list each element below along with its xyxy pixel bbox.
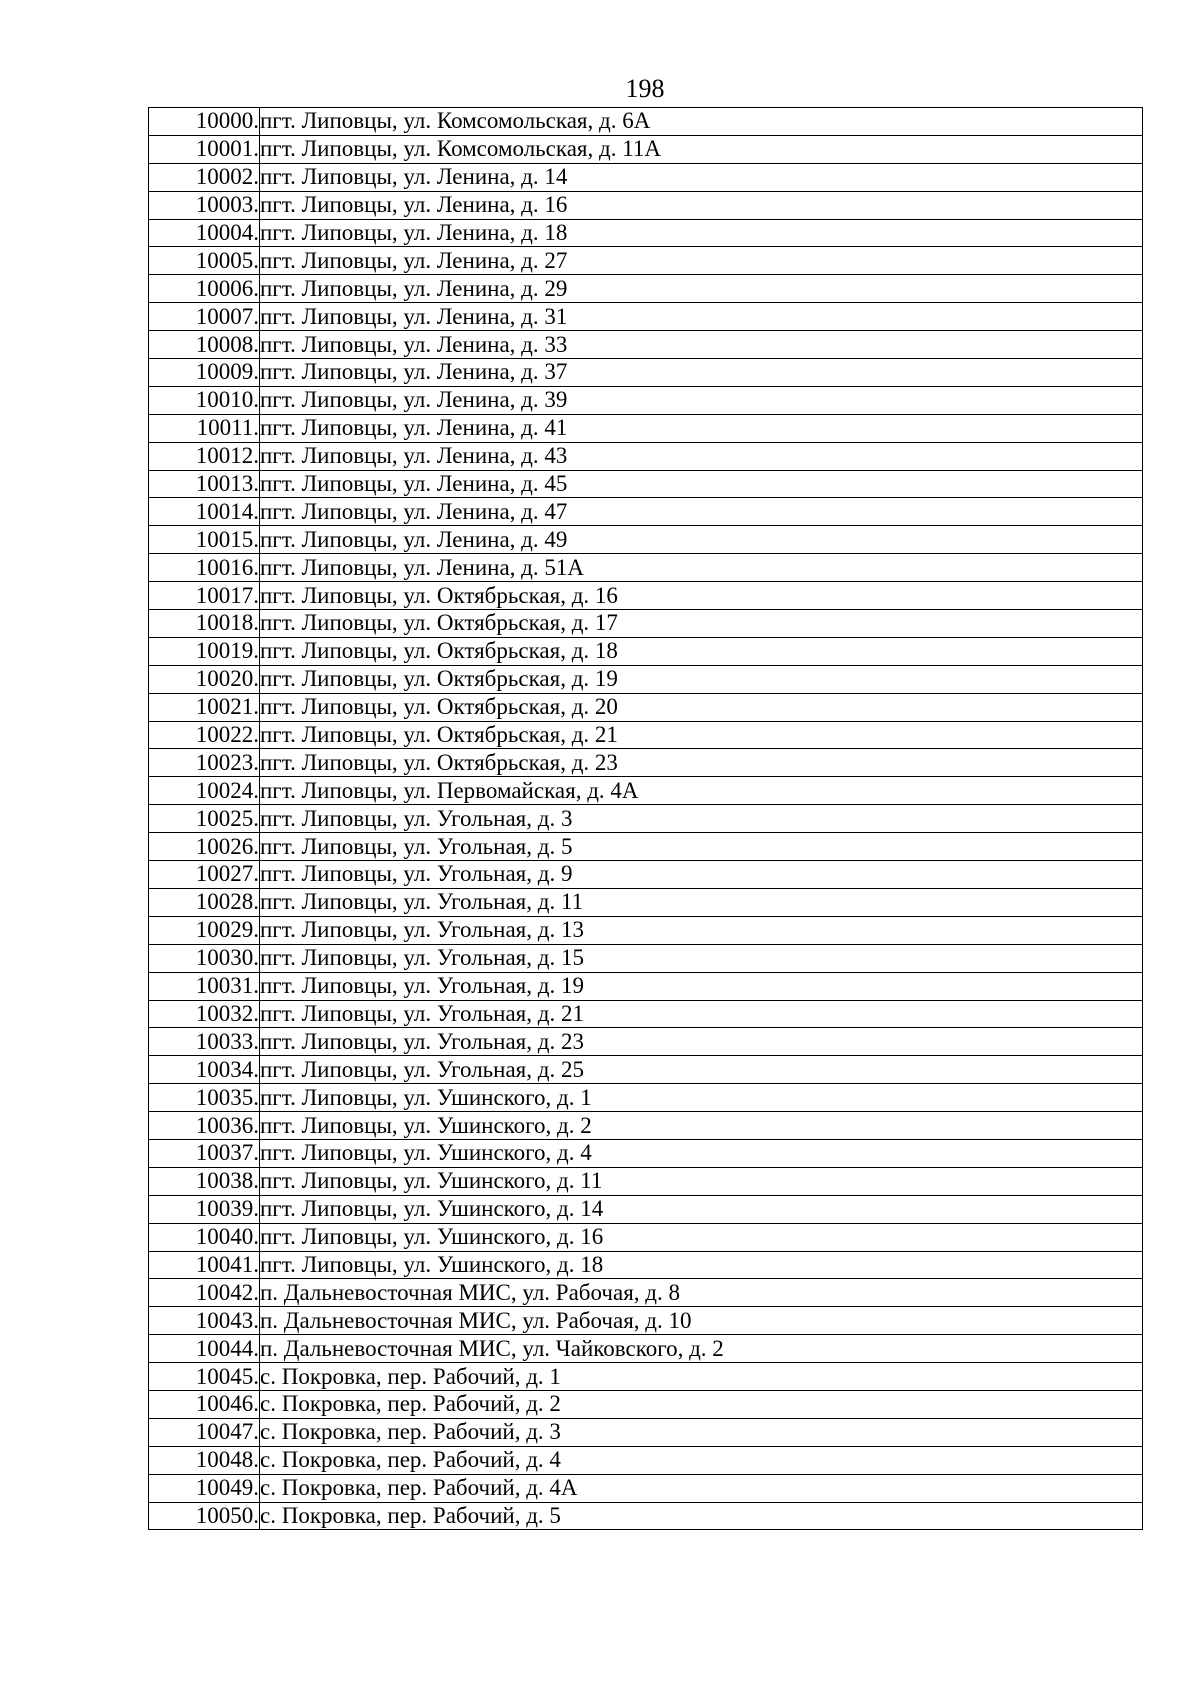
table-row (149, 1363, 1143, 1391)
table-row (149, 833, 1143, 861)
address-cell: пгт. Липовцы, ул. Ушинского, д. 14 (260, 1195, 1143, 1223)
row-number-cell: 10027. (149, 861, 260, 889)
row-number-cell: 10017. (149, 582, 260, 610)
row-number-cell: 10008. (149, 331, 260, 359)
address-cell: пгт. Липовцы, ул. Ленина, д. 18 (260, 219, 1143, 247)
row-number-cell: 10033. (149, 1028, 260, 1056)
row-number-cell: 10048. (149, 1446, 260, 1474)
table-row (149, 944, 1143, 972)
row-number-cell: 10025. (149, 805, 260, 833)
address-cell: пгт. Липовцы, ул. Первомайская, д. 4А (260, 777, 1143, 805)
table-row (149, 526, 1143, 554)
row-number-cell: 10021. (149, 693, 260, 721)
address-cell: пгт. Липовцы, ул. Ленина, д. 49 (260, 526, 1143, 554)
table-row (149, 1446, 1143, 1474)
address-cell: пгт. Липовцы, ул. Октябрьская, д. 20 (260, 693, 1143, 721)
table-row (149, 498, 1143, 526)
row-number-cell: 10018. (149, 610, 260, 638)
table-row (149, 1418, 1143, 1446)
address-cell: пгт. Липовцы, ул. Угольная, д. 11 (260, 888, 1143, 916)
address-cell: пгт. Липовцы, ул. Октябрьская, д. 18 (260, 637, 1143, 665)
row-number-cell: 10023. (149, 749, 260, 777)
address-cell: с. Покровка, пер. Рабочий, д. 1 (260, 1363, 1143, 1391)
row-number-cell: 10035. (149, 1084, 260, 1112)
table-row (149, 721, 1143, 749)
table-row (149, 135, 1143, 163)
table-row (149, 1307, 1143, 1335)
row-number-cell: 10007. (149, 303, 260, 331)
table-row (149, 1390, 1143, 1418)
row-number-cell: 10011. (149, 414, 260, 442)
table-row (149, 331, 1143, 359)
table-row (149, 888, 1143, 916)
row-number-cell: 10036. (149, 1112, 260, 1140)
address-cell: с. Покровка, пер. Рабочий, д. 5 (260, 1502, 1143, 1530)
address-table-body (149, 108, 1143, 1530)
address-cell: пгт. Липовцы, ул. Октябрьская, д. 19 (260, 665, 1143, 693)
table-row (149, 442, 1143, 470)
row-number-cell: 10014. (149, 498, 260, 526)
row-number-cell: 10050. (149, 1502, 260, 1530)
table-row (149, 805, 1143, 833)
row-number-cell: 10046. (149, 1390, 260, 1418)
row-number-cell: 10032. (149, 1000, 260, 1028)
address-cell: пгт. Липовцы, ул. Ушинского, д. 1 (260, 1084, 1143, 1112)
row-number-cell: 10005. (149, 247, 260, 275)
address-cell: пгт. Липовцы, ул. Ушинского, д. 16 (260, 1223, 1143, 1251)
address-cell: пгт. Липовцы, ул. Ушинского, д. 11 (260, 1167, 1143, 1195)
row-number-cell: 10006. (149, 275, 260, 303)
table-row (149, 163, 1143, 191)
table-row (149, 1502, 1143, 1530)
table-row (149, 972, 1143, 1000)
table-row (149, 1000, 1143, 1028)
row-number-cell: 10004. (149, 219, 260, 247)
row-number-cell: 10044. (149, 1335, 260, 1363)
address-cell: пгт. Липовцы, ул. Октябрьская, д. 16 (260, 582, 1143, 610)
row-number-cell: 10039. (149, 1195, 260, 1223)
table-row (149, 1139, 1143, 1167)
address-cell: с. Покровка, пер. Рабочий, д. 4 (260, 1446, 1143, 1474)
table-row (149, 1335, 1143, 1363)
address-cell: пгт. Липовцы, ул. Ушинского, д. 2 (260, 1112, 1143, 1140)
address-cell: п. Дальневосточная МИС, ул. Чайковского, д. 2 (260, 1335, 1143, 1363)
address-cell: пгт. Липовцы, ул. Угольная, д. 9 (260, 861, 1143, 889)
address-cell: п. Дальневосточная МИС, ул. Рабочая, д. 10 (260, 1307, 1143, 1335)
row-number-cell: 10028. (149, 888, 260, 916)
address-cell: с. Покровка, пер. Рабочий, д. 3 (260, 1418, 1143, 1446)
row-number-cell: 10019. (149, 637, 260, 665)
table-row (149, 1279, 1143, 1307)
table-row (149, 191, 1143, 219)
row-number-cell: 10009. (149, 359, 260, 387)
table-row (149, 582, 1143, 610)
table-row (149, 1251, 1143, 1279)
row-number-cell: 10043. (149, 1307, 260, 1335)
address-cell: пгт. Липовцы, ул. Угольная, д. 3 (260, 805, 1143, 833)
table-row (149, 414, 1143, 442)
address-cell: с. Покровка, пер. Рабочий, д. 2 (260, 1390, 1143, 1418)
table-row (149, 247, 1143, 275)
table-row (149, 1084, 1143, 1112)
address-cell: пгт. Липовцы, ул. Угольная, д. 5 (260, 833, 1143, 861)
row-number-cell: 10030. (149, 944, 260, 972)
table-row (149, 1056, 1143, 1084)
address-cell: пгт. Липовцы, ул. Ушинского, д. 18 (260, 1251, 1143, 1279)
row-number-cell: 10020. (149, 665, 260, 693)
table-row (149, 1167, 1143, 1195)
address-cell: пгт. Липовцы, ул. Ленина, д. 31 (260, 303, 1143, 331)
address-cell: пгт. Липовцы, ул. Ленина, д. 43 (260, 442, 1143, 470)
address-cell: пгт. Липовцы, ул. Комсомольская, д. 6А (260, 108, 1143, 136)
address-cell: пгт. Липовцы, ул. Ленина, д. 51А (260, 554, 1143, 582)
address-cell: пгт. Липовцы, ул. Ленина, д. 14 (260, 163, 1143, 191)
table-row (149, 1474, 1143, 1502)
row-number-cell: 10010. (149, 386, 260, 414)
table-row (149, 1028, 1143, 1056)
page-number: 198 (625, 74, 665, 103)
row-number-cell: 10047. (149, 1418, 260, 1446)
row-number-cell: 10013. (149, 470, 260, 498)
row-number-cell: 10024. (149, 777, 260, 805)
address-cell: пгт. Липовцы, ул. Угольная, д. 19 (260, 972, 1143, 1000)
table-row (149, 470, 1143, 498)
address-cell: пгт. Липовцы, ул. Ленина, д. 29 (260, 275, 1143, 303)
row-number-cell: 10049. (149, 1474, 260, 1502)
table-row (149, 916, 1143, 944)
row-number-cell: 10037. (149, 1139, 260, 1167)
row-number-cell: 10002. (149, 163, 260, 191)
table-row (149, 637, 1143, 665)
table-row (149, 1223, 1143, 1251)
address-cell: пгт. Липовцы, ул. Угольная, д. 25 (260, 1056, 1143, 1084)
address-cell: пгт. Липовцы, ул. Ленина, д. 47 (260, 498, 1143, 526)
table-row (149, 108, 1143, 136)
table-row (149, 554, 1143, 582)
table-row (149, 219, 1143, 247)
address-cell: пгт. Липовцы, ул. Угольная, д. 13 (260, 916, 1143, 944)
row-number-cell: 10016. (149, 554, 260, 582)
address-cell: п. Дальневосточная МИС, ул. Рабочая, д. 8 (260, 1279, 1143, 1307)
row-number-cell: 10000. (149, 108, 260, 136)
row-number-cell: 10045. (149, 1363, 260, 1391)
table-row (149, 665, 1143, 693)
address-cell: пгт. Липовцы, ул. Октябрьская, д. 23 (260, 749, 1143, 777)
address-cell: пгт. Липовцы, ул. Ленина, д. 45 (260, 470, 1143, 498)
row-number-cell: 10015. (149, 526, 260, 554)
row-number-cell: 10029. (149, 916, 260, 944)
address-cell: пгт. Липовцы, ул. Угольная, д. 15 (260, 944, 1143, 972)
table-row (149, 386, 1143, 414)
address-cell: пгт. Липовцы, ул. Комсомольская, д. 11А (260, 135, 1143, 163)
address-cell: пгт. Липовцы, ул. Угольная, д. 23 (260, 1028, 1143, 1056)
address-cell: с. Покровка, пер. Рабочий, д. 4А (260, 1474, 1143, 1502)
table-row (149, 1195, 1143, 1223)
row-number-cell: 10022. (149, 721, 260, 749)
address-cell: пгт. Липовцы, ул. Октябрьская, д. 21 (260, 721, 1143, 749)
row-number-cell: 10026. (149, 833, 260, 861)
address-cell: пгт. Липовцы, ул. Ленина, д. 27 (260, 247, 1143, 275)
row-number-cell: 10031. (149, 972, 260, 1000)
row-number-cell: 10034. (149, 1056, 260, 1084)
row-number-cell: 10003. (149, 191, 260, 219)
table-row (149, 1112, 1143, 1140)
address-table (148, 107, 1143, 1530)
row-number-cell: 10038. (149, 1167, 260, 1195)
table-row (149, 861, 1143, 889)
address-cell: пгт. Липовцы, ул. Ленина, д. 33 (260, 331, 1143, 359)
table-row (149, 275, 1143, 303)
address-cell: пгт. Липовцы, ул. Ушинского, д. 4 (260, 1139, 1143, 1167)
table-row (149, 359, 1143, 387)
table-row (149, 303, 1143, 331)
row-number-cell: 10042. (149, 1279, 260, 1307)
row-number-cell: 10041. (149, 1251, 260, 1279)
row-number-cell: 10040. (149, 1223, 260, 1251)
table-row (149, 610, 1143, 638)
address-cell: пгт. Липовцы, ул. Ленина, д. 41 (260, 414, 1143, 442)
table-row (149, 693, 1143, 721)
address-cell: пгт. Липовцы, ул. Ленина, д. 39 (260, 386, 1143, 414)
address-cell: пгт. Липовцы, ул. Октябрьская, д. 17 (260, 610, 1143, 638)
row-number-cell: 10012. (149, 442, 260, 470)
table-row (149, 749, 1143, 777)
address-cell: пгт. Липовцы, ул. Угольная, д. 21 (260, 1000, 1143, 1028)
row-number-cell: 10001. (149, 135, 260, 163)
address-cell: пгт. Липовцы, ул. Ленина, д. 16 (260, 191, 1143, 219)
address-cell: пгт. Липовцы, ул. Ленина, д. 37 (260, 359, 1143, 387)
table-row (149, 777, 1143, 805)
